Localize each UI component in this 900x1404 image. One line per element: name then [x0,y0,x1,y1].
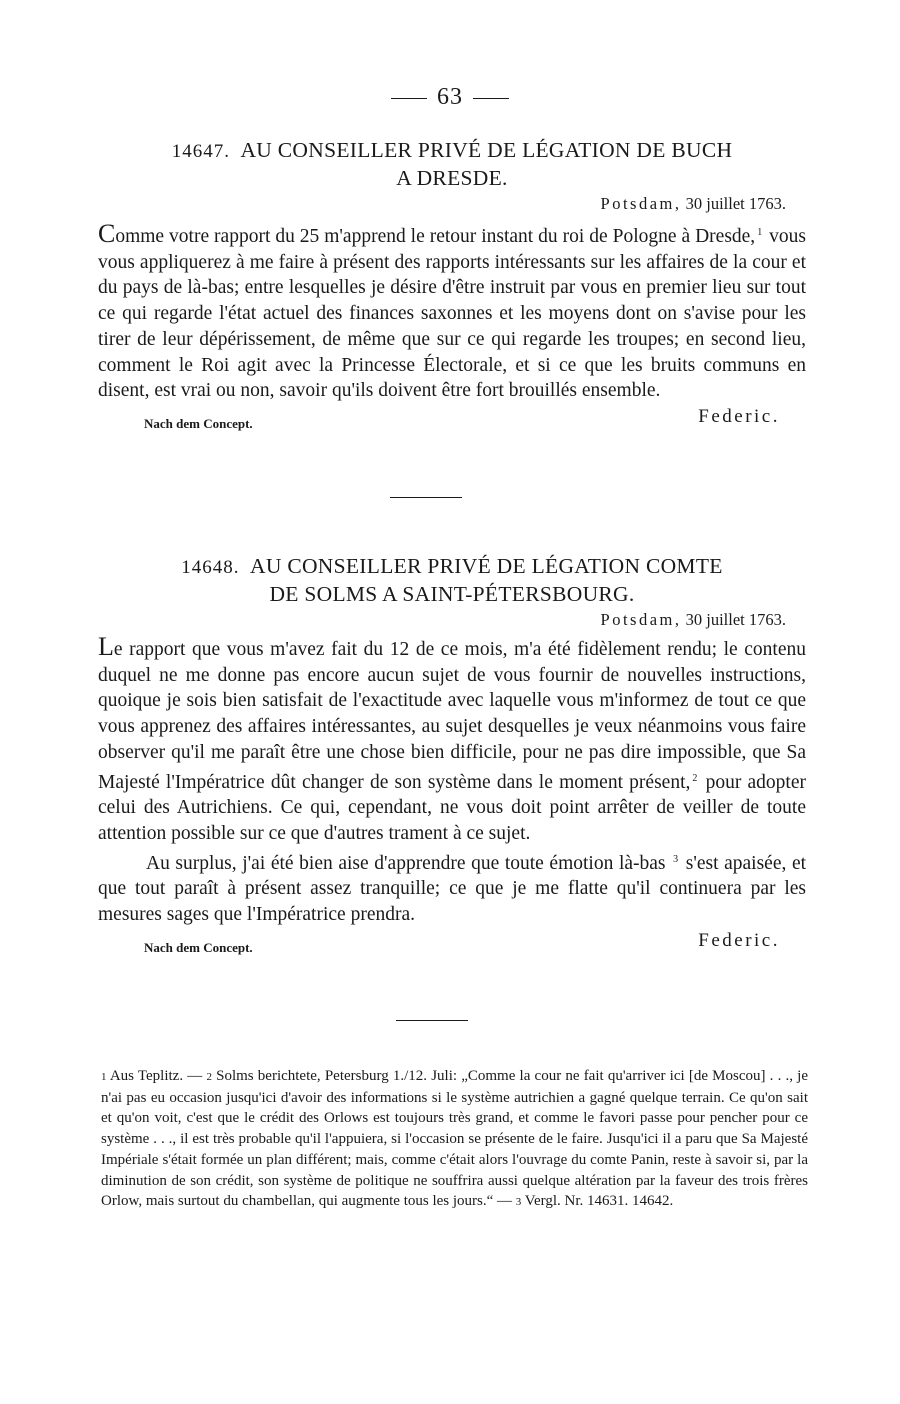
footnote-text-3: Vergl. Nr. 14631. 14642. [524,1193,674,1210]
heading-text-1: AU CONSEILLER PRIVÉ DE LÉGATION DE BUCH [240,138,733,162]
section-divider [390,497,462,498]
paragraph-text: vous vous appliquerez à me faire à présent des rapports intéressants sur les affaires de la cour et du pays de là-bas; entre lesquelles je désire d'être instruit par vous en premier lieu sur tout ce qui regarde l'état actuel des finances saxonnes et les moyens dont on s'avise pour les tirer de leur dépérissement, de même que sur ce qui regarde les troupes; en second lieu, comment le Roi agit avec la Princesse Électorale, et si ce que les bruits communs en disent, est vrai ou non, savoir qu'ils doivent être fort brouillés ensemble. [98,226,806,402]
footnote-text-1: Aus Teplitz. — [109,1068,203,1084]
paragraph-text: omme votre rapport du 25 m'apprend le retour instant du roi de Pologne à Dresde, [115,226,756,247]
footnote-ref-2[interactable]: 2 [692,772,698,784]
letter-14648 [98,553,806,960]
page-number [0,84,900,111]
paragraph-text: Au surplus, j'ai été bien aise d'apprendre que toute émotion là-bas [146,852,666,874]
letter-heading [98,137,806,192]
page-number-dash-right [473,98,509,99]
date-place: Potsdam, [600,194,682,213]
source-note: Nach dem Concept. [144,415,253,431]
signature-row [98,930,806,960]
letter-paragraph [98,847,806,928]
letter-paragraph [98,634,806,847]
page-number-dash-left [391,98,427,99]
heading-line-1 [98,137,806,165]
footnote-number-1: 1 [101,1071,107,1083]
footnote-text-2: Solms berichtete, Petersburg 1./12. Juli: „Comme la cour ne fait qu'arriver ici [de Moscou] . . ., je n'ai pas eu occasion jusqu'ici d'avoir des informations si le système autrichien a gagné quelque terrain. Ce qu'on sait et qu'on voit, c'est que le crédit des Orlows est toujours très grand, et comme le favori passe pour pencher pour ce système . . ., il est très probable qu'il l'appuiera, si l'occasion se présente de le faire. Jusqu'ici il a paru que Sa Majesté Impériale s'était formée un plan différent; mais, comme c'était alors l'ouvrage du comte Panin, reste à savoir si, par la diminution de son crédit, son système de politique ne souffrira aussi quelque altération par la faveur des trois frères Orlow, mais surtout du chambellan, qui augmente tous les jours.“ — [101,1068,808,1210]
letter-paragraph [98,220,806,404]
footnote-number-2: 2 [206,1071,212,1083]
signature: Federic. [698,929,780,951]
footnotes [101,1066,808,1213]
drop-capital: L [98,632,114,661]
heading-text-1: AU CONSEILLER PRIVÉ DE LÉGATION COMTE [250,554,723,578]
paragraph-text: pour adopter celui des Autrichiens. Ce qui, cependant, ne vous doit point arrêter de veiller de toute attention possible sur ce que d'autres trament à ce sujet. [98,771,806,844]
letter-heading [98,553,806,608]
footnote-number-3: 3 [515,1196,522,1209]
heading-line-1 [98,553,806,581]
footnote-ref-1[interactable]: 1 [757,227,763,238]
page-number-text: 63 [437,84,463,110]
section-divider [396,1020,468,1021]
source-note: Nach dem Concept. [144,939,253,955]
signature: Federic. [698,405,780,427]
heading-line-2: DE SOLMS A SAINT-PÉTERSBOURG. [269,582,635,606]
letter-number: 14648. [181,557,240,578]
paragraph-text: e rapport que vous m'avez fait du 12 de ce mois, m'a été fidèlement rendu; le contenu duquel ne me donne pas encore aucun sujet de vous fournir de nouvelles instructions, quoique je sois bien satisfait de l'exactitude avec laquelle vous m'informez de tout ce que vous apprenez des affaires intéressantes, au sujet desquelles je veux néanmoins vous faire observer qu'il me paraît être une chose bien difficile, pour ne pas dire impossible, que Sa Majesté l'Impératrice dût changer de son système dans le moment présent, [98,639,806,793]
footnote-ref-3[interactable]: 3 [673,853,679,865]
date-place: Potsdam, [600,610,682,629]
signature-row [98,406,806,436]
letter-14647 [98,137,806,436]
letter-number: 14647. [171,141,230,162]
drop-capital: C [98,219,116,248]
heading-line-2: A DRESDE. [396,166,508,190]
date-text: 30 juillet 1763. [685,194,786,213]
paragraph-text: s'est apaisée, et que tout paraît à présent assez tranquille; ce que je me flatte qu'il continuera par les mesures sages que l'Impératrice prendra. [98,852,807,926]
date-text: 30 juillet 1763. [685,610,786,629]
letter-date [98,194,786,214]
letter-date [98,610,786,630]
